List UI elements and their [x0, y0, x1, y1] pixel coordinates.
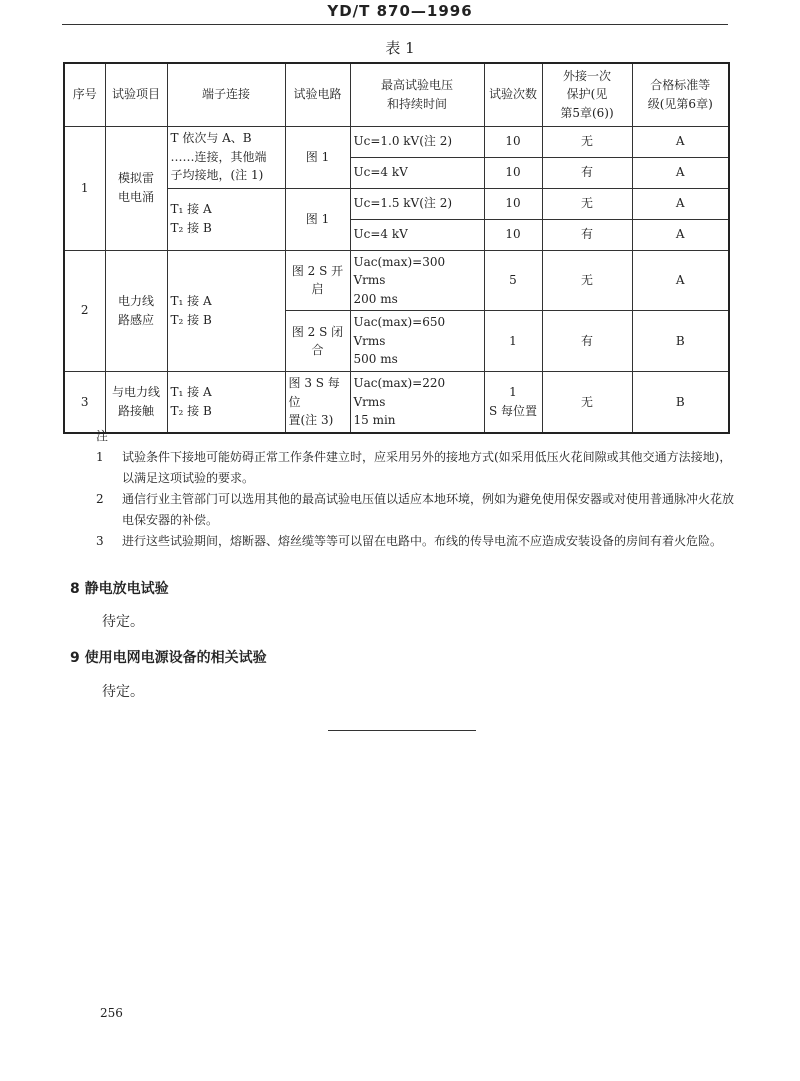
- cell-circuit: 图 2 S 闭合: [285, 311, 350, 372]
- table-row: [64, 126, 729, 157]
- cell-circuit: 图 3 S 每位 置(注 3): [285, 372, 350, 433]
- cell-no: 2: [64, 250, 105, 372]
- cell-voltage: Uc=4 kV: [350, 157, 484, 188]
- document-header: YD/T 870—1996: [327, 2, 473, 20]
- section-8-body: 待定。: [102, 614, 144, 630]
- end-rule: [328, 730, 476, 731]
- cell-terminal: T₁ 接 A T₂ 接 B: [167, 188, 285, 250]
- cell-count: 10: [484, 219, 542, 250]
- cell-grade: A: [632, 157, 729, 188]
- header-rule: [62, 24, 728, 25]
- cell-voltage: Uc=1.5 kV(注 2): [350, 188, 484, 219]
- cell-protection: 无: [542, 188, 632, 219]
- table-header-row: [64, 63, 729, 126]
- cell-protection: 有: [542, 219, 632, 250]
- note-2: [96, 489, 736, 531]
- cell-grade: B: [632, 311, 729, 372]
- note-number: 3: [96, 534, 104, 548]
- header-protection: 外接一次 保护(见 第5章(6)): [542, 63, 632, 126]
- note-3: [96, 531, 736, 552]
- header-grade: 合格标准等 级(见第6章): [632, 63, 729, 126]
- table-row: [64, 372, 729, 433]
- cell-item: 电力线 路感应: [105, 250, 167, 372]
- cell-protection: 有: [542, 311, 632, 372]
- cell-protection: 有: [542, 157, 632, 188]
- table-row: [64, 250, 729, 311]
- table-notes: [96, 426, 736, 552]
- section-9-body: 待定。: [102, 684, 144, 700]
- cell-voltage: Uac(max)=300 Vrms 200 ms: [350, 250, 484, 311]
- cell-terminal: T₁ 接 A T₂ 接 B: [167, 372, 285, 433]
- header-count: 试验次数: [484, 63, 542, 126]
- cell-voltage: Uc=4 kV: [350, 219, 484, 250]
- notes-label: 注: [96, 429, 109, 443]
- cell-grade: A: [632, 219, 729, 250]
- cell-grade: B: [632, 372, 729, 433]
- note-text: 试验条件下接地可能妨碍正常工作条件建立时，应采用另外的接地方式(如采用低压火花间隙或其他交通方法接地)，以满足这项试验的要求。: [122, 450, 732, 485]
- cell-item: 模拟雷 电电涌: [105, 126, 167, 250]
- cell-count: 10: [484, 157, 542, 188]
- header-voltage: 最高试验电压 和持续时间: [350, 63, 484, 126]
- cell-circuit: 图 2 S 开启: [285, 250, 350, 311]
- note-text: 通信行业主管部门可以选用其他的最高试验电压值以适应本地环境，例如为避免使用保安器或对使用普通脉冲火花放电保安器的补偿。: [122, 492, 735, 527]
- note-number: 1: [96, 450, 104, 464]
- section-8-title: 8 静电放电试验: [70, 581, 169, 597]
- cell-grade: A: [632, 188, 729, 219]
- cell-grade: A: [632, 250, 729, 311]
- cell-count: 1 S 每位置: [484, 372, 542, 433]
- cell-count: 10: [484, 188, 542, 219]
- cell-protection: 无: [542, 372, 632, 433]
- cell-voltage: Uac(max)=220 Vrms 15 min: [350, 372, 484, 433]
- section-9-title: 9 使用电网电源设备的相关试验: [70, 650, 267, 666]
- header-no: 序号: [64, 63, 105, 126]
- header-item: 试验项目: [105, 63, 167, 126]
- cell-voltage: Uc=1.0 kV(注 2): [350, 126, 484, 157]
- cell-circuit: 图 1: [285, 188, 350, 250]
- cell-voltage: Uac(max)=650 Vrms 500 ms: [350, 311, 484, 372]
- cell-circuit: 图 1: [285, 126, 350, 188]
- cell-count: 1: [484, 311, 542, 372]
- page-number: 256: [100, 1006, 123, 1020]
- cell-protection: 无: [542, 250, 632, 311]
- note-number: 2: [96, 492, 104, 506]
- note-text: 进行这些试验期间，熔断器、熔丝缆等等可以留在电路中。布线的传导电流不应造成安装设备的房间有着火危险。: [122, 534, 723, 548]
- cell-item: 与电力线 路接触: [105, 372, 167, 433]
- note-1: [96, 447, 736, 489]
- cell-no: 3: [64, 372, 105, 433]
- header-circuit: 试验电路: [285, 63, 350, 126]
- cell-no: 1: [64, 126, 105, 250]
- cell-protection: 无: [542, 126, 632, 157]
- header-terminal: 端子连接: [167, 63, 285, 126]
- test-table: [63, 62, 730, 434]
- table-caption: 表 1: [385, 39, 415, 57]
- cell-terminal: T₁ 接 A T₂ 接 B: [167, 250, 285, 372]
- cell-count: 10: [484, 126, 542, 157]
- cell-grade: A: [632, 126, 729, 157]
- cell-count: 5: [484, 250, 542, 311]
- cell-terminal: T 依次与 A、B ……连接，其他端 子均接地，(注 1): [167, 126, 285, 188]
